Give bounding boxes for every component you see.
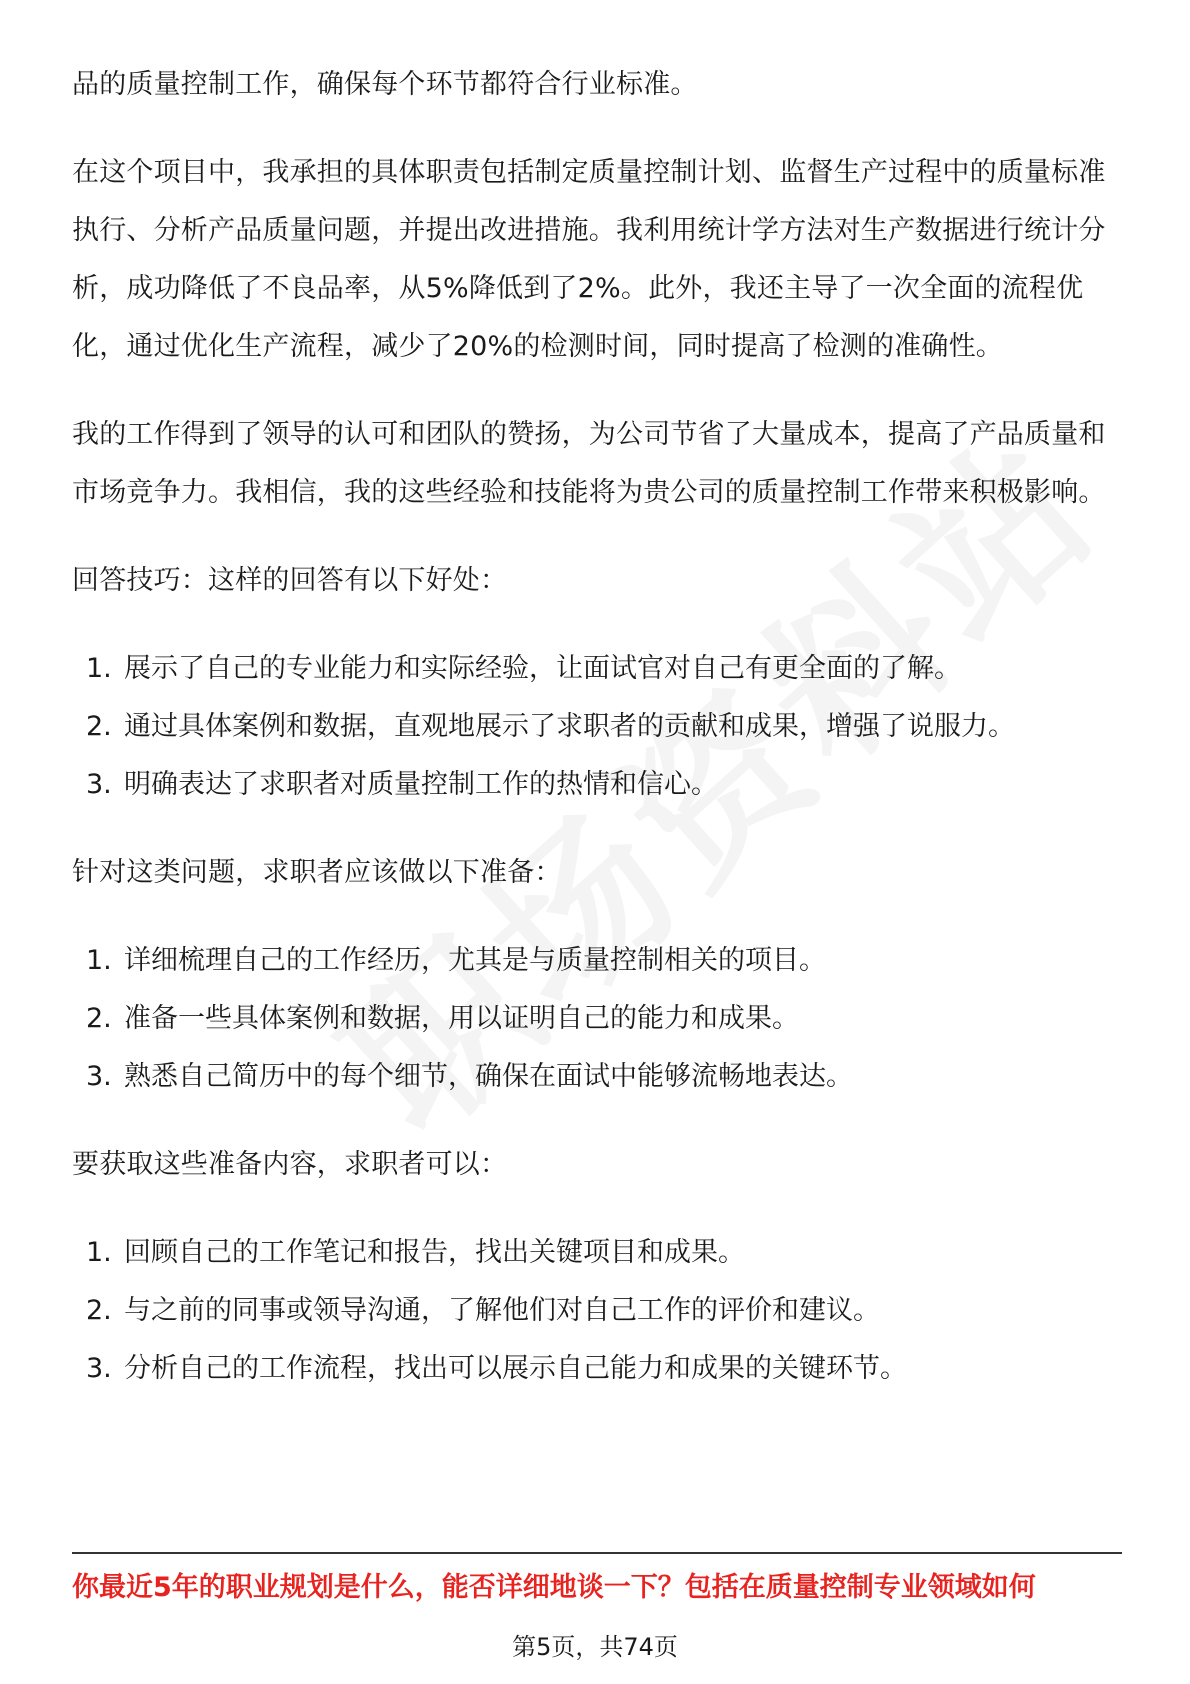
preparation-list: [72, 932, 1122, 1106]
divider: [72, 1552, 1122, 1554]
page-number: 第5页，共74页: [512, 1633, 678, 1661]
list-item: 1. 回顾自己的工作笔记和报告，找出关键项目和成果。: [86, 1237, 745, 1268]
list-item: 1. 展示了自己的专业能力和实际经验，让面试官对自己有更全面的了解。: [86, 653, 961, 684]
list-item: 3. 熟悉自己简历中的每个细节，确保在面试中能够流畅地表达。: [86, 1061, 853, 1092]
list-item: 1. 详细梳理自己的工作经历，尤其是与质量控制相关的项目。: [86, 945, 826, 976]
paragraph-continuation: 品的质量控制工作，确保每个环节都符合行业标准。: [72, 69, 698, 100]
tips-list: [72, 640, 1122, 814]
list-item: 3. 明确表达了求职者对质量控制工作的热情和信心。: [86, 769, 718, 800]
next-question-heading: 你最近5年的职业规划是什么，能否详细地谈一下？包括在质量控制专业领域如何: [72, 1572, 1036, 1603]
paragraph-recognition: 我的工作得到了领导的认可和团队的赞扬，为公司节省了大量成本，提高了产品质量和市场竞争力。我相信，我的这些经验和技能将为贵公司的质量控制工作带来积极影响。: [72, 419, 1106, 508]
list-item: 3. 分析自己的工作流程，找出可以展示自己能力和成果的关键环节。: [86, 1353, 907, 1384]
list-item: 2. 准备一些具体案例和数据，用以证明自己的能力和成果。: [86, 1003, 799, 1034]
list-item: 2. 与之前的同事或领导沟通，了解他们对自己工作的评价和建议。: [86, 1295, 880, 1326]
sources-list: [72, 1224, 1122, 1398]
page-content: [72, 56, 1122, 1428]
section-heading-sources: 要获取这些准备内容，求职者可以：: [72, 1149, 508, 1180]
paragraph-project-duties: 在这个项目中，我承担的具体职责包括制定质量控制计划、监督生产过程中的质量标准执行、分析产品质量问题，并提出改进措施。我利用统计学方法对生产数据进行统计分析，成功降低了不良品率，从5%降低到了2%。此外，我还主导了一次全面的流程优化，通过优化生产流程，减少了20%的检测时间，同时提高了检测的准确性。: [72, 157, 1106, 362]
section-heading-tips: 回答技巧：这样的回答有以下好处：: [72, 565, 508, 596]
list-item: 2. 通过具体案例和数据，直观地展示了求职者的贡献和成果，增强了说服力。: [86, 711, 1015, 742]
section-heading-preparation: 针对这类问题，求职者应该做以下准备：: [72, 857, 562, 888]
